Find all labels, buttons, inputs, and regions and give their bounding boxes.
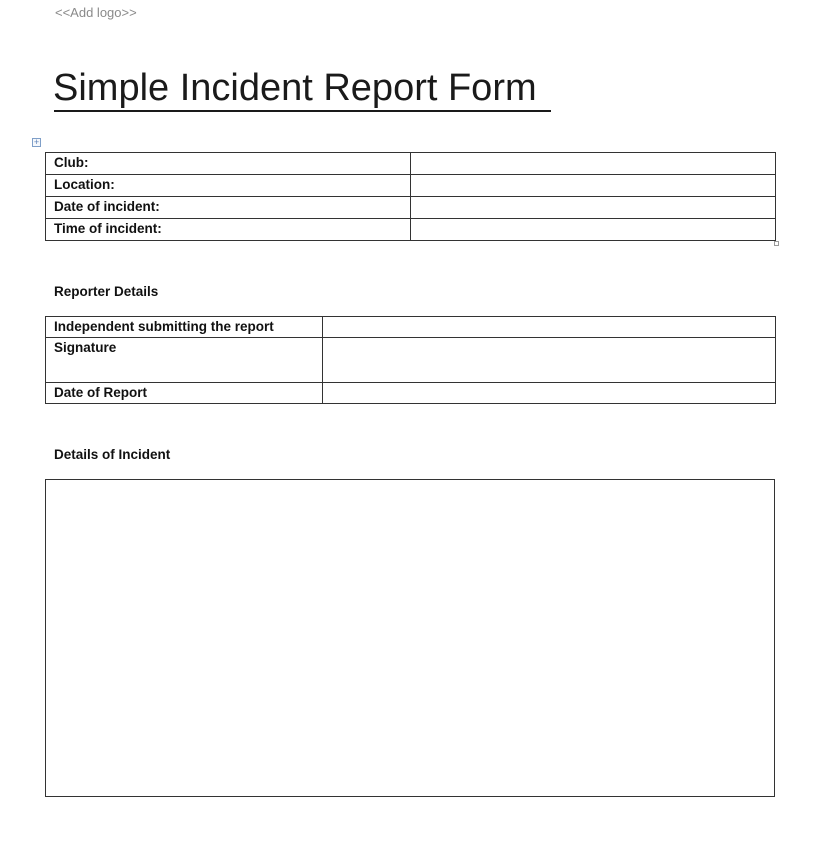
date-of-incident-label: Date of incident: (46, 197, 411, 219)
location-label: Location: (46, 175, 411, 197)
logo-placeholder: <<Add logo>> (55, 5, 137, 20)
date-of-report-field[interactable] (323, 383, 776, 404)
details-of-incident-field[interactable] (45, 479, 775, 797)
signature-label: Signature (46, 338, 323, 383)
table-row (46, 219, 776, 241)
incident-info-table (45, 152, 776, 241)
independent-submitting-label: Independent submitting the report (46, 317, 323, 338)
signature-field[interactable] (323, 338, 776, 383)
time-of-incident-field[interactable] (411, 219, 776, 241)
time-of-incident-label: Time of incident: (46, 219, 411, 241)
table-resize-handle[interactable] (774, 241, 779, 246)
table-row (46, 338, 776, 383)
independent-submitting-field[interactable] (323, 317, 776, 338)
table-row (46, 175, 776, 197)
reporter-details-heading: Reporter Details (54, 284, 159, 299)
table-move-handle-icon[interactable]: + (33, 137, 40, 147)
location-field[interactable] (411, 175, 776, 197)
table-row (46, 197, 776, 219)
table-row (46, 153, 776, 175)
reporter-details-table (45, 316, 776, 404)
date-of-incident-field[interactable] (411, 197, 776, 219)
table-row (46, 317, 776, 338)
details-of-incident-heading: Details of Incident (54, 447, 171, 462)
title-underline (54, 110, 551, 112)
table-row (46, 383, 776, 404)
club-label: Club: (46, 153, 411, 175)
page-title: Simple Incident Report Form (53, 67, 537, 109)
club-field[interactable] (411, 153, 776, 175)
date-of-report-label: Date of Report (46, 383, 323, 404)
